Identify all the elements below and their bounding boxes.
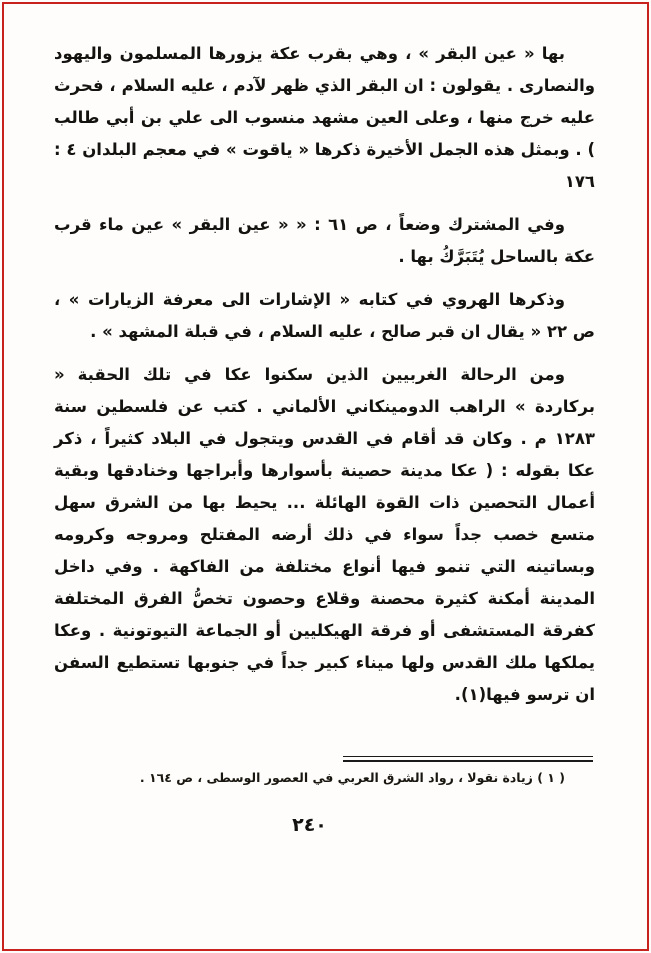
paragraph-mushtarak-reference: وفي المشترك وضعاً ، ص ٦١ : « « عين البقر » عين ماء قرب عكة بالساحل يُتَبَرَّكُ بها . <box>54 215 595 266</box>
text-block <box>54 38 595 722</box>
paragraph-burchard-traveler: ومن الرحالة الغربيين الذين سكنوا عكا في تلك الحقبة « بركاردة » الراهب الدومينكاني الألماني . كتب عن فلسطين سنة ١٢٨٣ م . وكان قد أقام في القدس ويتجول في البلاد كثيراً ، ذكر عكا بقوله : ( عكا مدينة حصينة بأسوارها وأبراجها وخنادقها وبقية أعمال التحصين ذات القوة الهائلة ... يحيط بها من الشرق سهل متسع خصب جداً سواء في ذلك أرضه المفتلح ومروجه وكرومه وبساتينه التي تنمو فيها أنواع مختلفة من الفاكهة . وفي داخل المدينة أمكنة كثيرة محصنة وقلاع وحصون تخصُّ الفرق المختلفة كفرقة المستشفى أو فرقة الهيكليين أو الجماعة التيوتونية . وعكا يملكها ملك القدس ولها ميناء كبير جداً في جنوبها تستطيع السفن ان ترسو فيها(١). <box>54 365 595 704</box>
footnote-citation: ( ١ ) زيادة نقولا ، رواد الشرق العربي في العصور الوسطى ، ص ١٦٤ . <box>139 770 565 785</box>
footnote-separator-rule <box>343 756 593 762</box>
page-number: ٢٤٠ <box>292 814 327 836</box>
paragraph-harawi-reference: وذكرها الهروي في كتابه « الإشارات الى معرفة الزيارات » ، ص ٢٢ « يقال ان قبر صالح ، عليه السلام ، في قبلة المشهد » . <box>54 290 595 341</box>
paragraph-ayn-al-baqar: بها « عين البقر » ، وهي بقرب عكة يزورها المسلمون واليهود والنصارى . يقولون : ان البقر الذي ظهر لآدم ، عليه السلام ، فحرث عليه خرج منها ، وعلى العين مشهد منسوب الى علي بن أبي طالب ) . وبمثل هذه الجمل الأخيرة ذكرها « ياقوت » في معجم البلدان ٤ : ١٧٦ <box>54 44 595 191</box>
